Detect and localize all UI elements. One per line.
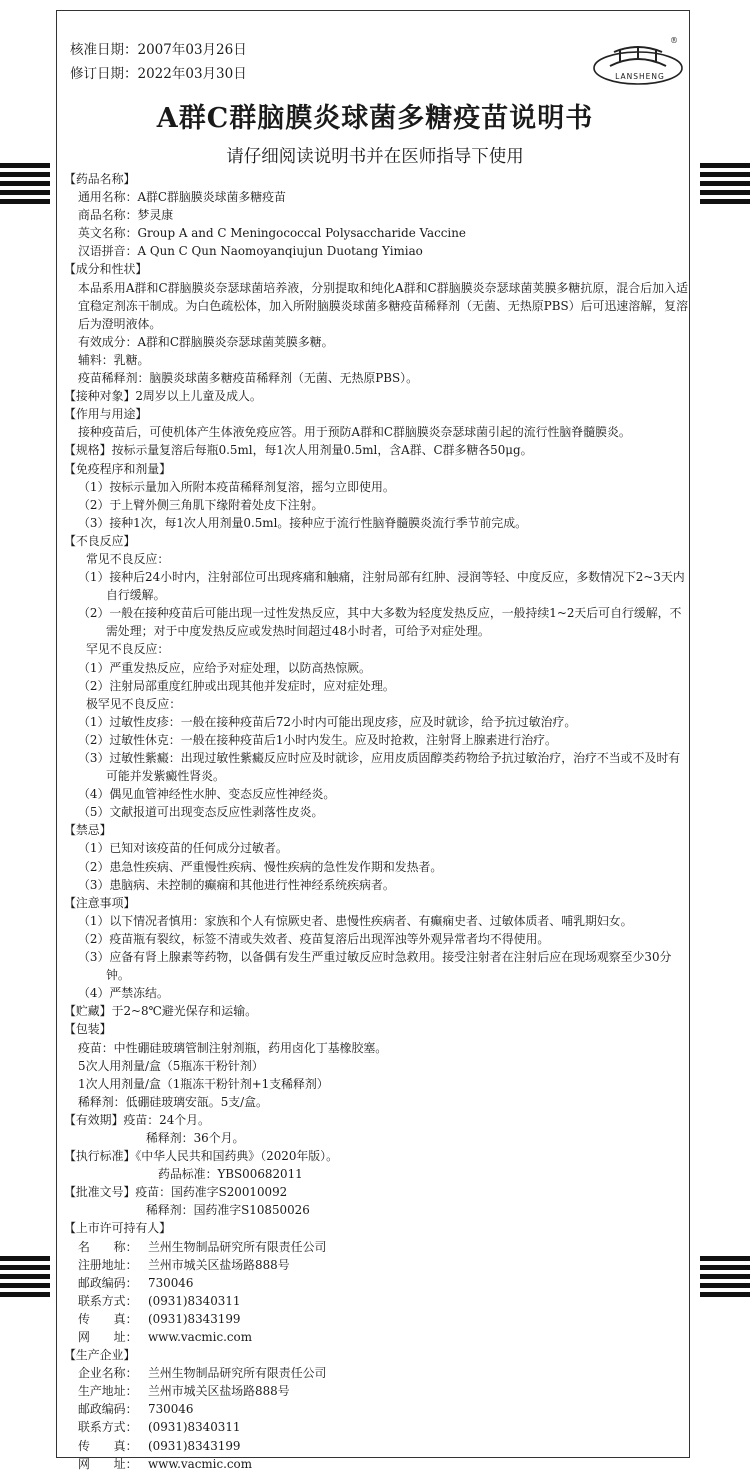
- maker-name: 企业名称： 兰州生物制品研究所有限责任公司: [78, 1366, 327, 1381]
- list-item: （4）偶见血管神经性水肿、变态反应性神经炎。: [78, 787, 336, 802]
- section-standard: 【执行标准】《中华人民共和国药典》（2020年版）。: [64, 1149, 339, 1164]
- list-item: （1）以下情况者慎用：家族和个人有惊厥史者、患慢性疾病者、有癫痫史者、过敏体质者、哺乳期妇女。: [78, 913, 633, 928]
- list-item: （2）注射局部重度红肿或出现其他并发症时，应对症处理。: [78, 678, 395, 693]
- adverse-rare-title: 罕见不良反应：: [86, 642, 170, 657]
- active-ingredient: 有效成分：A群和C群脑膜炎奈瑟球菌荚膜多糖。: [78, 334, 334, 349]
- composition-desc: 本品系用A群和C群脑膜炎奈瑟球菌培养液，分别提取和纯化A群和C群脑膜炎奈瑟球菌荚膜多糖抗原，混合后加入适宜稳定剂冻干制成。为白色疏松体，加入所附脑膜炎球菌多糖疫苗稀释剂（无菌、无热原PBS）后可迅速溶解，复溶后为澄明液体。: [78, 280, 688, 331]
- section-schedule: 【免疫程序和剂量】: [64, 461, 172, 476]
- section-notes: 【注意事项】: [64, 895, 136, 910]
- section-storage: 【贮藏】于2~8℃避光保存和运输。: [64, 1004, 257, 1019]
- list-item: （2）于上臂外侧三角肌下缘附着处皮下注射。: [78, 497, 324, 512]
- registered-mark: ®: [670, 36, 678, 45]
- adverse-common-title: 常见不良反应：: [86, 551, 170, 566]
- holder-website: 网 址： www.vacmic.com: [78, 1330, 252, 1344]
- logo-text: LANSHENG: [615, 72, 665, 81]
- revision-date: 修订日期：2022年03月30日: [70, 66, 247, 82]
- list-item: （2）疫苗瓶有裂纹，标签不清或失效者、疫苗复溶后出现浑浊等外观异常者均不得使用。: [78, 931, 550, 946]
- list-item: （2）患急性疾病、严重慢性疾病、慢性疾病的急性发作期和发热者。: [78, 859, 443, 874]
- pagoda-logo-icon: [592, 38, 684, 90]
- maker-phone: 联系方式： (0931)8340311: [78, 1420, 241, 1435]
- english-name: 英文名称：Group A and C Meningococcal Polysaccharide Vaccine: [78, 226, 466, 241]
- document-subtitle: 请仔细阅读说明书并在医师指导下使用: [226, 147, 524, 167]
- section-contraindications: 【禁忌】: [64, 823, 112, 838]
- list-item: （3）接种1次，每1次人用剂量0.5ml。接种应于流行性脑脊髓膜炎流行季节前完成。: [78, 515, 528, 530]
- section-holder: 【上市许可持有人】: [64, 1221, 172, 1236]
- left-bars-top: [0, 163, 50, 208]
- maker-address: 生产地址： 兰州市城关区盐场路888号: [78, 1384, 290, 1399]
- list-item: （5）文献报道可出现变态反应性剥落性皮炎。: [78, 805, 324, 820]
- section-maker: 【生产企业】: [64, 1348, 136, 1363]
- list-item: （1）已知对该疫苗的任何成分过敏者。: [78, 841, 288, 856]
- standard-code: 药品标准：YBS00682011: [158, 1167, 303, 1182]
- list-item: （1）接种后24小时内，注射部位可出现疼痛和触痛，注射局部有红肿、浸润等轻、中度反应，多数情况下2~3天内自行缓解。: [78, 570, 685, 603]
- package-line: 稀释剂：低硼硅玻璃安瓿。5支/盒。: [78, 1094, 268, 1109]
- section-drug-name: 【药品名称】: [64, 172, 136, 186]
- approval-date: 核准日期：2007年03月26日: [70, 42, 247, 58]
- document-body: [64, 170, 688, 1473]
- maker-website: 网 址： www.vacmic.com: [78, 1456, 252, 1471]
- section-validity: 【有效期】疫苗：24个月。: [64, 1112, 210, 1127]
- holder-fax: 传 真： (0931)8343199: [78, 1311, 241, 1326]
- diluent: 疫苗稀释剂：脑膜炎球菌多糖疫苗稀释剂（无菌、无热原PBS）。: [78, 371, 418, 386]
- list-item: （3）患脑病、未控制的癫痫和其他进行性神经系统疾病者。: [78, 877, 395, 892]
- date-block: [70, 38, 247, 86]
- holder-address: 注册地址： 兰州市城关区盐场路888号: [78, 1257, 290, 1272]
- holder-zip: 邮政编码： 730046: [78, 1275, 194, 1290]
- list-item: （1）过敏性皮疹：一般在接种疫苗后72小时内可能出现皮疹，应及时就诊，给予抗过敏治疗。: [78, 714, 577, 729]
- section-composition: 【成分和性状】: [64, 262, 148, 277]
- package-line: 疫苗：中性硼硅玻璃管制注射剂瓶，药用卤化丁基橡胶塞。: [78, 1040, 388, 1055]
- maker-zip: 邮政编码： 730046: [78, 1402, 194, 1417]
- right-bars-bottom: [700, 1256, 750, 1301]
- section-target: 【接种对象】2周岁以上儿童及成人。: [64, 389, 262, 404]
- adverse-very-rare-title: 极罕见不良反应：: [86, 696, 182, 711]
- holder-name: 名 称： 兰州生物制品研究所有限责任公司: [78, 1239, 327, 1254]
- maker-fax: 传 真： (0931)8343199: [78, 1438, 241, 1453]
- section-approval: 【批准文号】疫苗：国药准字S20010092: [64, 1185, 288, 1200]
- list-item: （3）过敏性紫癜：出现过敏性紫癜反应时应及时就诊，应用皮质固醇类药物给予抗过敏治疗，治疗不当或不及时有可能并发紫癜性肾炎。: [78, 751, 681, 784]
- approval-diluent: 稀释剂：国药准字S10850026: [146, 1203, 310, 1218]
- pinyin-name: 汉语拼音：A Qun C Qun Naomoyanqiujun Duotang Yimiao: [78, 244, 423, 259]
- usage-text: 接种疫苗后，可使机体产生体液免疫应答。用于预防A群和C群脑膜炎奈瑟球菌引起的流行性脑脊髓膜炎。: [78, 425, 631, 440]
- document-title: A群C群脑膜炎球菌多糖疫苗说明书: [156, 103, 594, 134]
- list-item: （4）严禁冻结。: [78, 986, 169, 1001]
- section-adverse: 【不良反应】: [64, 533, 136, 548]
- section-package: 【包装】: [64, 1022, 112, 1037]
- section-usage: 【作用与用途】: [64, 407, 148, 422]
- list-item: （2）过敏性休克：一般在接种疫苗后1小时内发生。应及时抢救，注射肾上腺素进行治疗。: [78, 732, 557, 747]
- section-spec: 【规格】按标示量复溶后每瓶0.5ml，每1次人用剂量0.5ml，含A群、C群多糖各50μg。: [64, 443, 533, 458]
- left-bars-bottom: [0, 1256, 50, 1301]
- generic-name: 通用名称：A群C群脑膜炎球菌多糖疫苗: [78, 190, 286, 205]
- validity-diluent: 稀释剂：36个月。: [146, 1130, 245, 1145]
- list-item: （1）按标示量加入所附本疫苗稀释剂复溶，摇匀立即使用。: [78, 479, 395, 494]
- list-item: （1）严重发热反应，应给予对症处理，以防高热惊厥。: [78, 660, 371, 675]
- excipient: 辅料：乳糖。: [78, 352, 150, 367]
- list-item: （2）一般在接种疫苗后可能出现一过性发热反应，其中大多数为轻度发热反应，一般持续1~2天后可自行缓解，不需处理；对于中度发热反应或发热时间超过48小时者，可给予对症处理。: [78, 606, 682, 639]
- holder-phone: 联系方式： (0931)8340311: [78, 1293, 241, 1308]
- right-bars-top: [700, 163, 750, 208]
- list-item: （3）应备有肾上腺素等药物，以备偶有发生严重过敏反应时急救用。接受注射者在注射后应在现场观察至少30分钟。: [78, 950, 672, 983]
- package-line: 1次人用剂量/盒（1瓶冻干粉针剂+1支稀释剂）: [78, 1076, 329, 1091]
- package-line: 5次人用剂量/盒（5瓶冻干粉针剂）: [78, 1058, 264, 1073]
- trade-name: 商品名称：梦灵康: [78, 208, 174, 223]
